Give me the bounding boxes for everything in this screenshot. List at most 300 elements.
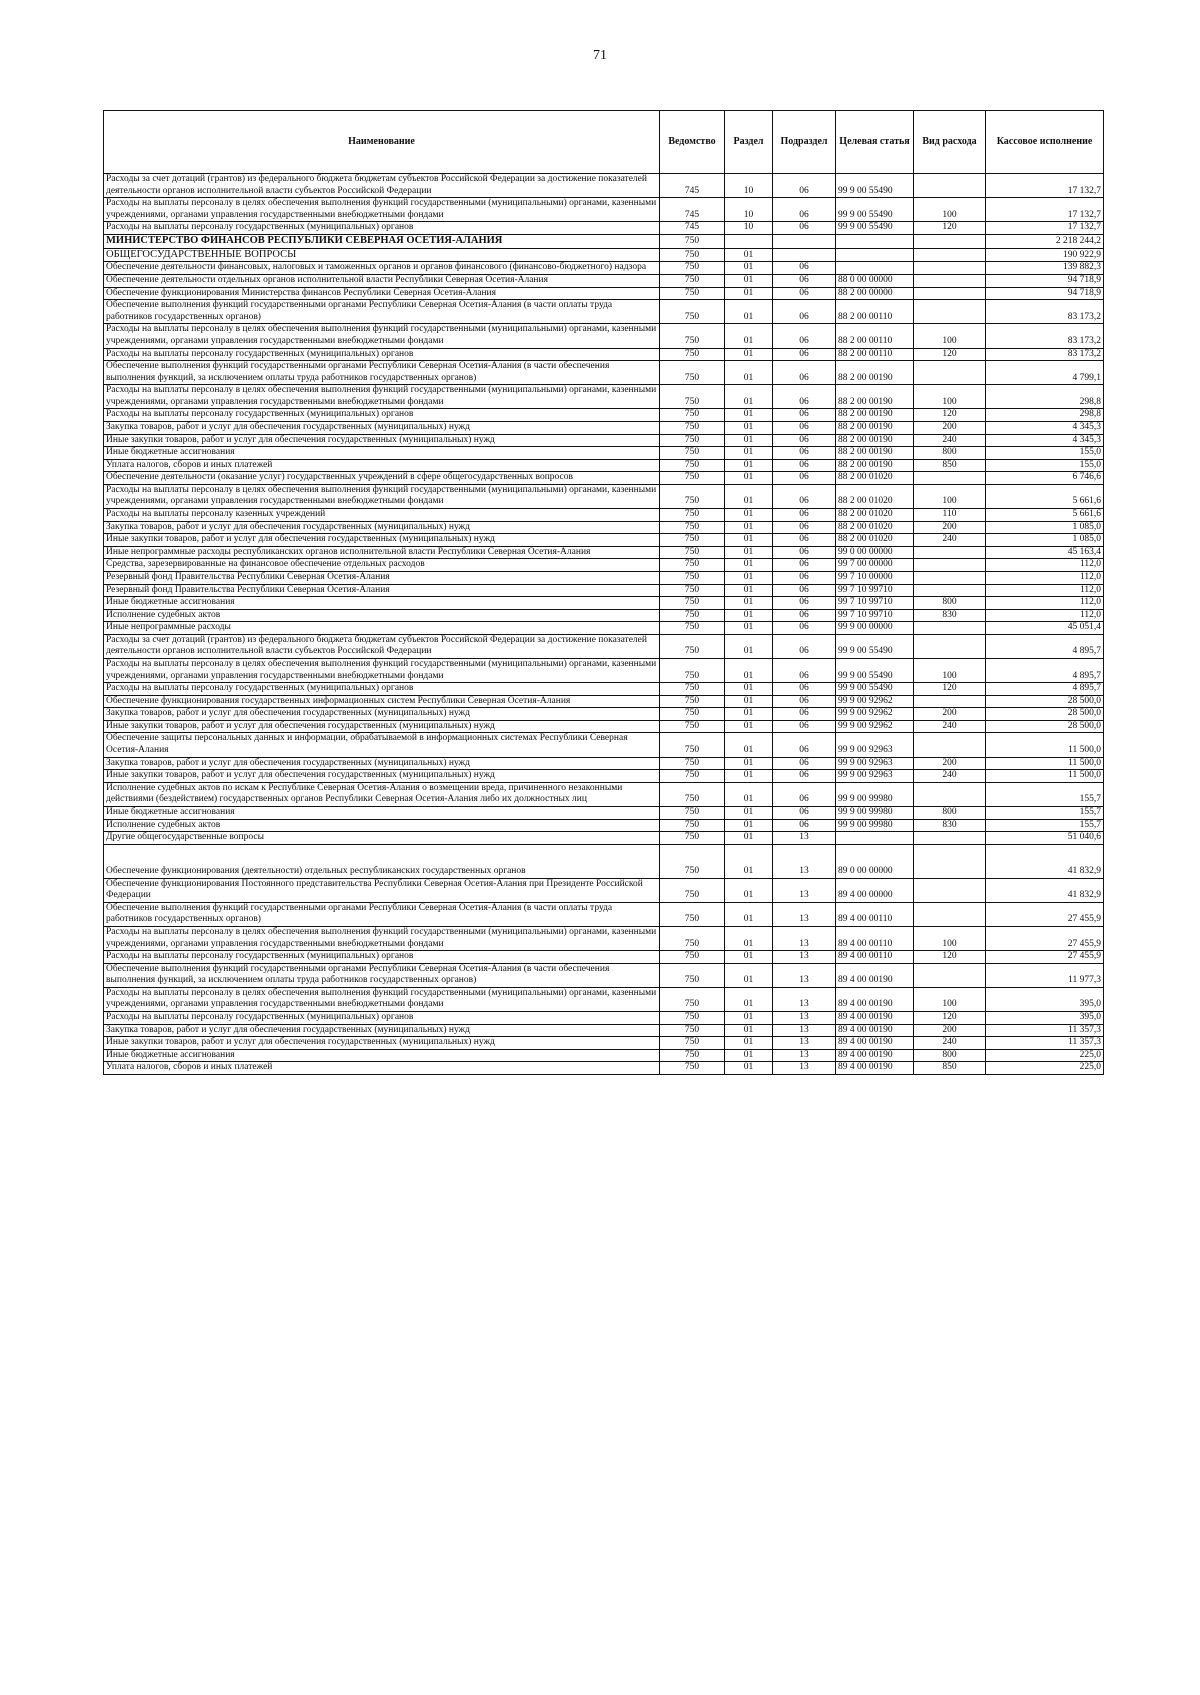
row-section-cell: 01	[725, 472, 773, 485]
row-section-cell: 01	[725, 385, 773, 409]
row-subsection-cell: 06	[773, 733, 836, 757]
row-section-cell: 01	[725, 782, 773, 806]
row-section-cell: 01	[725, 509, 773, 522]
table-row	[104, 584, 1104, 597]
row-subsection-cell: 13	[773, 1024, 836, 1037]
row-dept-cell: 750	[660, 609, 725, 622]
table-row	[104, 521, 1104, 534]
row-subsection-cell: 06	[773, 695, 836, 708]
row-exp-type-cell: 100	[914, 658, 986, 682]
row-subsection-cell: 06	[773, 300, 836, 324]
row-dept-cell: 750	[660, 385, 725, 409]
table-row	[104, 484, 1104, 508]
row-name-cell: Иные закупки товаров, работ и услуг для обеспечения государственных (муниципальных) нужд	[104, 770, 660, 783]
table-row	[104, 770, 1104, 783]
row-name-cell: Иные бюджетные ассигнования	[104, 1049, 660, 1062]
row-section-cell: 01	[725, 878, 773, 902]
row-subsection-cell: 06	[773, 361, 836, 385]
table-row	[104, 902, 1104, 926]
header-target: Целевая статья	[836, 111, 914, 174]
row-dept-cell: 750	[660, 806, 725, 819]
row-exp-type-cell: 120	[914, 951, 986, 964]
row-exp-type-cell	[914, 287, 986, 300]
row-name-cell: Обеспечение деятельности (оказание услуг) государственных учреждений в сфере общегосударственных вопросов	[104, 472, 660, 485]
table-row	[104, 782, 1104, 806]
row-target-cell: 99 7 10 99710	[836, 609, 914, 622]
row-exp-type-cell	[914, 546, 986, 559]
row-subsection-cell	[773, 234, 836, 248]
row-section-cell: 01	[725, 262, 773, 275]
row-name-cell: Обеспечение выполнения функций государственными органами Республики Северная Осетия-Алания (в части оплаты труда работников государственных органов)	[104, 300, 660, 324]
row-target-cell: 99 7 10 99710	[836, 597, 914, 610]
table-row	[104, 324, 1104, 348]
row-dept-cell: 750	[660, 559, 725, 572]
table-row	[104, 708, 1104, 721]
row-section-cell: 01	[725, 951, 773, 964]
table-row	[104, 926, 1104, 950]
row-amount-cell: 5 661,6	[986, 484, 1104, 508]
row-dept-cell: 750	[660, 584, 725, 597]
row-subsection-cell: 06	[773, 720, 836, 733]
table-body	[104, 174, 1104, 1075]
row-subsection-cell: 06	[773, 472, 836, 485]
row-target-cell: 99 9 00 00000	[836, 622, 914, 635]
row-name-cell: Расходы на выплаты персоналу государственных (муниципальных) органов	[104, 409, 660, 422]
row-dept-cell: 750	[660, 1037, 725, 1050]
row-section-cell: 01	[725, 819, 773, 832]
row-exp-type-cell: 800	[914, 597, 986, 610]
row-subsection-cell: 06	[773, 770, 836, 783]
row-target-cell: 88 2 00 01020	[836, 534, 914, 547]
row-exp-type-cell	[914, 733, 986, 757]
row-amount-cell: 17 132,7	[986, 174, 1104, 198]
row-amount-cell: 112,0	[986, 609, 1104, 622]
row-name-cell: Закупка товаров, работ и услуг для обеспечения государственных (муниципальных) нужд	[104, 521, 660, 534]
row-amount-cell: 1 085,0	[986, 534, 1104, 547]
row-section-cell: 01	[725, 708, 773, 721]
table-row	[104, 609, 1104, 622]
table-row	[104, 546, 1104, 559]
row-dept-cell: 750	[660, 658, 725, 682]
row-exp-type-cell: 120	[914, 222, 986, 235]
row-amount-cell: 155,7	[986, 782, 1104, 806]
row-target-cell: 89 4 00 00190	[836, 1012, 914, 1025]
row-section-cell: 01	[725, 300, 773, 324]
row-amount-cell: 6 746,6	[986, 472, 1104, 485]
table-row	[104, 248, 1104, 262]
row-target-cell: 99 9 00 99980	[836, 819, 914, 832]
table-row	[104, 1062, 1104, 1075]
row-amount-cell: 155,7	[986, 819, 1104, 832]
row-dept-cell: 750	[660, 275, 725, 288]
row-amount-cell: 45 163,4	[986, 546, 1104, 559]
row-target-cell: 99 7 00 00000	[836, 559, 914, 572]
row-amount-cell: 112,0	[986, 597, 1104, 610]
row-name-cell: Иные закупки товаров, работ и услуг для обеспечения государственных (муниципальных) нужд	[104, 720, 660, 733]
row-dept-cell: 750	[660, 287, 725, 300]
row-amount-cell: 5 661,6	[986, 509, 1104, 522]
row-subsection-cell: 06	[773, 324, 836, 348]
row-target-cell: 88 2 00 00110	[836, 348, 914, 361]
row-dept-cell: 750	[660, 695, 725, 708]
row-dept-cell: 750	[660, 757, 725, 770]
row-dept-cell: 750	[660, 951, 725, 964]
row-name-cell: Закупка товаров, работ и услуг для обеспечения государственных (муниципальных) нужд	[104, 422, 660, 435]
table-row	[104, 733, 1104, 757]
row-section-cell: 01	[725, 695, 773, 708]
row-dept-cell: 750	[660, 1049, 725, 1062]
table-row	[104, 459, 1104, 472]
row-target-cell: 89 4 00 00110	[836, 951, 914, 964]
row-dept-cell: 750	[660, 782, 725, 806]
table-row	[104, 385, 1104, 409]
row-amount-cell: 112,0	[986, 571, 1104, 584]
table-row	[104, 174, 1104, 198]
row-exp-type-cell: 100	[914, 198, 986, 222]
row-target-cell: 89 4 00 00190	[836, 963, 914, 987]
row-exp-type-cell: 240	[914, 1037, 986, 1050]
row-section-cell: 10	[725, 222, 773, 235]
row-amount-cell: 28 500,0	[986, 708, 1104, 721]
row-section-cell: 01	[725, 484, 773, 508]
row-subsection-cell: 06	[773, 534, 836, 547]
page-number: 71	[593, 48, 607, 63]
row-amount-cell: 4 345,3	[986, 422, 1104, 435]
row-name-cell: Расходы на выплаты персоналу государственных (муниципальных) органов	[104, 683, 660, 696]
row-amount-cell: 112,0	[986, 559, 1104, 572]
row-amount-cell: 94 718,9	[986, 287, 1104, 300]
row-amount-cell: 4 895,7	[986, 683, 1104, 696]
row-subsection-cell: 06	[773, 198, 836, 222]
row-target-cell: 88 2 00 00190	[836, 385, 914, 409]
table-row	[104, 963, 1104, 987]
row-amount-cell: 11 357,3	[986, 1024, 1104, 1037]
row-exp-type-cell	[914, 275, 986, 288]
row-subsection-cell: 06	[773, 806, 836, 819]
table-row	[104, 509, 1104, 522]
row-amount-cell: 17 132,7	[986, 198, 1104, 222]
table-row	[104, 262, 1104, 275]
row-name-cell: Расходы на выплаты персоналу в целях обеспечения выполнения функций государственными (муниципальными) органами, казенными учреждениями, органами управления государственными внебюджетными фондами	[104, 926, 660, 950]
row-exp-type-cell	[914, 300, 986, 324]
row-target-cell: 99 9 00 55490	[836, 198, 914, 222]
row-target-cell: 88 2 00 01020	[836, 521, 914, 534]
table-row	[104, 447, 1104, 460]
table-row	[104, 409, 1104, 422]
row-exp-type-cell: 240	[914, 770, 986, 783]
row-exp-type-cell: 800	[914, 447, 986, 460]
row-section-cell: 01	[725, 521, 773, 534]
row-subsection-cell: 06	[773, 658, 836, 682]
row-amount-cell: 1 085,0	[986, 521, 1104, 534]
row-dept-cell: 750	[660, 597, 725, 610]
row-section-cell: 01	[725, 806, 773, 819]
row-subsection-cell: 06	[773, 584, 836, 597]
row-exp-type-cell: 100	[914, 926, 986, 950]
row-dept-cell: 750	[660, 324, 725, 348]
row-target-cell: 99 9 00 55490	[836, 222, 914, 235]
row-dept-cell: 750	[660, 447, 725, 460]
row-name-cell: Уплата налогов, сборов и иных платежей	[104, 1062, 660, 1075]
row-name-cell: Уплата налогов, сборов и иных платежей	[104, 459, 660, 472]
row-dept-cell: 750	[660, 720, 725, 733]
row-dept-cell: 750	[660, 1062, 725, 1075]
table-row	[104, 222, 1104, 235]
row-exp-type-cell	[914, 174, 986, 198]
row-name-cell: Иные бюджетные ассигнования	[104, 806, 660, 819]
row-target-cell: 99 9 00 55490	[836, 658, 914, 682]
row-amount-cell: 27 455,9	[986, 926, 1104, 950]
row-subsection-cell: 06	[773, 275, 836, 288]
table-row	[104, 434, 1104, 447]
row-dept-cell: 750	[660, 926, 725, 950]
row-target-cell: 99 7 10 99710	[836, 584, 914, 597]
row-dept-cell: 750	[660, 878, 725, 902]
row-section-cell: 01	[725, 597, 773, 610]
row-section-cell: 01	[725, 1024, 773, 1037]
row-section-cell: 01	[725, 634, 773, 658]
row-section-cell: 01	[725, 1049, 773, 1062]
row-section-cell: 01	[725, 733, 773, 757]
row-section-cell: 01	[725, 324, 773, 348]
row-section-cell: 01	[725, 844, 773, 878]
row-name-cell: Обеспечение выполнения функций государственными органами Республики Северная Осетия-Алания (в части обеспечения выполнения функций, за исключением оплаты труда работников государственных органов)	[104, 963, 660, 987]
row-target-cell: 99 9 00 92962	[836, 708, 914, 721]
row-name-cell: Расходы на выплаты персоналу в целях обеспечения выполнения функций государственными (муниципальными) органами, казенными учреждениями, органами управления государственными внебюджетными фондами	[104, 198, 660, 222]
header-exp-type: Вид расхода	[914, 111, 986, 174]
row-subsection-cell: 06	[773, 782, 836, 806]
row-amount-cell: 112,0	[986, 584, 1104, 597]
table-row	[104, 844, 1104, 878]
row-section-cell: 01	[725, 1012, 773, 1025]
row-dept-cell: 750	[660, 434, 725, 447]
table-row	[104, 300, 1104, 324]
row-subsection-cell: 06	[773, 348, 836, 361]
row-dept-cell: 750	[660, 733, 725, 757]
table-row	[104, 757, 1104, 770]
row-target-cell: 99 9 00 55490	[836, 683, 914, 696]
row-target-cell: 88 2 00 00190	[836, 459, 914, 472]
row-subsection-cell: 13	[773, 1012, 836, 1025]
row-subsection-cell: 06	[773, 571, 836, 584]
table-row	[104, 806, 1104, 819]
row-target-cell: 88 2 00 01020	[836, 472, 914, 485]
row-amount-cell: 298,8	[986, 409, 1104, 422]
row-target-cell	[836, 248, 914, 262]
row-name-cell: Иные бюджетные ассигнования	[104, 447, 660, 460]
row-section-cell: 01	[725, 534, 773, 547]
row-exp-type-cell: 200	[914, 708, 986, 721]
row-amount-cell: 27 455,9	[986, 902, 1104, 926]
row-target-cell: 88 2 00 00190	[836, 361, 914, 385]
row-subsection-cell: 06	[773, 447, 836, 460]
row-amount-cell: 11 500,0	[986, 757, 1104, 770]
row-dept-cell: 750	[660, 622, 725, 635]
row-subsection-cell: 06	[773, 683, 836, 696]
row-amount-cell: 28 500,0	[986, 720, 1104, 733]
row-exp-type-cell: 800	[914, 1049, 986, 1062]
row-section-cell: 01	[725, 447, 773, 460]
row-subsection-cell: 06	[773, 509, 836, 522]
row-subsection-cell: 06	[773, 546, 836, 559]
row-name-cell: Расходы за счет дотаций (грантов) из федерального бюджета бюджетам субъектов Российской Федерации за достижение показателей деятельности органов исполнительной власти субъектов Российской Федерации	[104, 174, 660, 198]
row-subsection-cell: 06	[773, 222, 836, 235]
row-subsection-cell: 06	[773, 521, 836, 534]
row-name-cell: Обеспечение функционирования Министерства финансов Республики Северная Осетия-Алания	[104, 287, 660, 300]
row-name-cell: Исполнение судебных актов	[104, 819, 660, 832]
row-dept-cell: 750	[660, 987, 725, 1011]
table-row	[104, 597, 1104, 610]
row-target-cell: 99 9 00 92962	[836, 695, 914, 708]
row-amount-cell: 190 922,9	[986, 248, 1104, 262]
row-section-cell: 01	[725, 658, 773, 682]
row-exp-type-cell: 200	[914, 521, 986, 534]
row-section-cell: 01	[725, 1037, 773, 1050]
row-exp-type-cell: 830	[914, 609, 986, 622]
row-subsection-cell: 13	[773, 902, 836, 926]
row-target-cell: 88 2 00 00190	[836, 422, 914, 435]
row-subsection-cell: 13	[773, 987, 836, 1011]
row-subsection-cell: 13	[773, 963, 836, 987]
row-dept-cell: 750	[660, 234, 725, 248]
row-target-cell: 99 9 00 92963	[836, 757, 914, 770]
row-subsection-cell: 06	[773, 708, 836, 721]
row-section-cell: 01	[725, 434, 773, 447]
row-amount-cell: 51 040,6	[986, 832, 1104, 845]
row-name-cell: Расходы на выплаты персоналу в целях обеспечения выполнения функций государственными (муниципальными) органами, казенными учреждениями, органами управления государственными внебюджетными фондами	[104, 658, 660, 682]
row-subsection-cell: 06	[773, 287, 836, 300]
table-row	[104, 683, 1104, 696]
row-name-cell: Иные закупки товаров, работ и услуг для обеспечения государственных (муниципальных) нужд	[104, 1037, 660, 1050]
row-subsection-cell: 06	[773, 385, 836, 409]
row-exp-type-cell: 120	[914, 409, 986, 422]
row-name-cell: Закупка товаров, работ и услуг для обеспечения государственных (муниципальных) нужд	[104, 757, 660, 770]
row-amount-cell: 2 218 244,2	[986, 234, 1104, 248]
row-amount-cell: 11 357,3	[986, 1037, 1104, 1050]
row-section-cell: 01	[725, 683, 773, 696]
row-target-cell: 89 4 00 00190	[836, 1049, 914, 1062]
row-target-cell	[836, 262, 914, 275]
row-subsection-cell: 13	[773, 926, 836, 950]
row-target-cell: 89 4 00 00000	[836, 878, 914, 902]
row-name-cell: Расходы на выплаты персоналу в целях обеспечения выполнения функций государственными (муниципальными) органами, казенными учреждениями, органами управления государственными внебюджетными фондами	[104, 324, 660, 348]
row-target-cell: 89 4 00 00110	[836, 926, 914, 950]
row-subsection-cell: 13	[773, 832, 836, 845]
row-dept-cell: 750	[660, 534, 725, 547]
row-section-cell: 01	[725, 571, 773, 584]
row-dept-cell: 750	[660, 832, 725, 845]
table-row	[104, 534, 1104, 547]
table-row	[104, 832, 1104, 845]
row-name-cell: Обеспечение функционирования (деятельности) отдельных республиканских государственных органов	[104, 844, 660, 878]
row-name-cell: Обеспечение деятельности финансовых, налоговых и таможенных органов и органов финансового (финансово-бюджетного) надзора	[104, 262, 660, 275]
row-exp-type-cell	[914, 878, 986, 902]
row-dept-cell: 750	[660, 262, 725, 275]
row-name-cell: Обеспечение выполнения функций государственными органами Республики Северная Осетия-Алания (в части обеспечения выполнения функций, за исключением оплаты труда работников государственных органов)	[104, 361, 660, 385]
row-exp-type-cell: 240	[914, 434, 986, 447]
row-dept-cell: 750	[660, 571, 725, 584]
row-amount-cell: 4 895,7	[986, 634, 1104, 658]
row-target-cell: 88 2 00 01020	[836, 509, 914, 522]
row-name-cell: МИНИСТЕРСТВО ФИНАНСОВ РЕСПУБЛИКИ СЕВЕРНАЯ ОСЕТИЯ-АЛАНИЯ	[104, 234, 660, 248]
row-exp-type-cell	[914, 622, 986, 635]
row-dept-cell: 750	[660, 300, 725, 324]
row-section-cell: 01	[725, 248, 773, 262]
row-subsection-cell: 13	[773, 1037, 836, 1050]
row-amount-cell: 4 345,3	[986, 434, 1104, 447]
row-target-cell: 88 2 00 00110	[836, 300, 914, 324]
table-row	[104, 422, 1104, 435]
row-subsection-cell: 06	[773, 757, 836, 770]
row-subsection-cell: 06	[773, 484, 836, 508]
row-dept-cell: 750	[660, 819, 725, 832]
row-exp-type-cell	[914, 584, 986, 597]
row-subsection-cell: 06	[773, 819, 836, 832]
table-row	[104, 472, 1104, 485]
row-dept-cell: 750	[660, 963, 725, 987]
row-target-cell: 89 0 00 00000	[836, 844, 914, 878]
table-row	[104, 559, 1104, 572]
row-section-cell: 01	[725, 622, 773, 635]
row-amount-cell: 395,0	[986, 1012, 1104, 1025]
row-amount-cell: 4 799,1	[986, 361, 1104, 385]
row-exp-type-cell	[914, 559, 986, 572]
table-row	[104, 1024, 1104, 1037]
row-target-cell: 89 4 00 00190	[836, 987, 914, 1011]
table-row	[104, 234, 1104, 248]
row-name-cell: ОБЩЕГОСУДАРСТВЕННЫЕ ВОПРОСЫ	[104, 248, 660, 262]
row-exp-type-cell: 100	[914, 385, 986, 409]
row-subsection-cell: 06	[773, 409, 836, 422]
row-amount-cell: 45 051,4	[986, 622, 1104, 635]
row-amount-cell: 17 132,7	[986, 222, 1104, 235]
row-exp-type-cell: 850	[914, 1062, 986, 1075]
table-row	[104, 951, 1104, 964]
row-amount-cell: 139 882,3	[986, 262, 1104, 275]
row-exp-type-cell: 200	[914, 757, 986, 770]
row-exp-type-cell	[914, 832, 986, 845]
row-dept-cell: 750	[660, 459, 725, 472]
row-exp-type-cell	[914, 262, 986, 275]
row-section-cell: 01	[725, 559, 773, 572]
row-dept-cell: 750	[660, 1012, 725, 1025]
header-amount: Кассовое исполнение	[986, 111, 1104, 174]
row-amount-cell: 155,0	[986, 447, 1104, 460]
row-section-cell: 01	[725, 757, 773, 770]
row-subsection-cell: 13	[773, 844, 836, 878]
table-row	[104, 1037, 1104, 1050]
row-target-cell	[836, 234, 914, 248]
row-dept-cell: 750	[660, 248, 725, 262]
row-subsection-cell: 06	[773, 174, 836, 198]
row-target-cell: 99 9 00 92963	[836, 770, 914, 783]
row-dept-cell: 750	[660, 484, 725, 508]
row-exp-type-cell: 800	[914, 806, 986, 819]
row-subsection-cell	[773, 248, 836, 262]
row-dept-cell: 745	[660, 198, 725, 222]
row-exp-type-cell: 200	[914, 1024, 986, 1037]
row-subsection-cell: 06	[773, 622, 836, 635]
row-target-cell: 89 4 00 00190	[836, 1037, 914, 1050]
row-target-cell: 99 0 00 00000	[836, 546, 914, 559]
row-name-cell: Расходы на выплаты персоналу государственных (муниципальных) органов	[104, 348, 660, 361]
row-amount-cell: 298,8	[986, 385, 1104, 409]
row-exp-type-cell: 830	[914, 819, 986, 832]
table-row	[104, 987, 1104, 1011]
table-row	[104, 1012, 1104, 1025]
row-name-cell: Иные бюджетные ассигнования	[104, 597, 660, 610]
row-exp-type-cell	[914, 782, 986, 806]
